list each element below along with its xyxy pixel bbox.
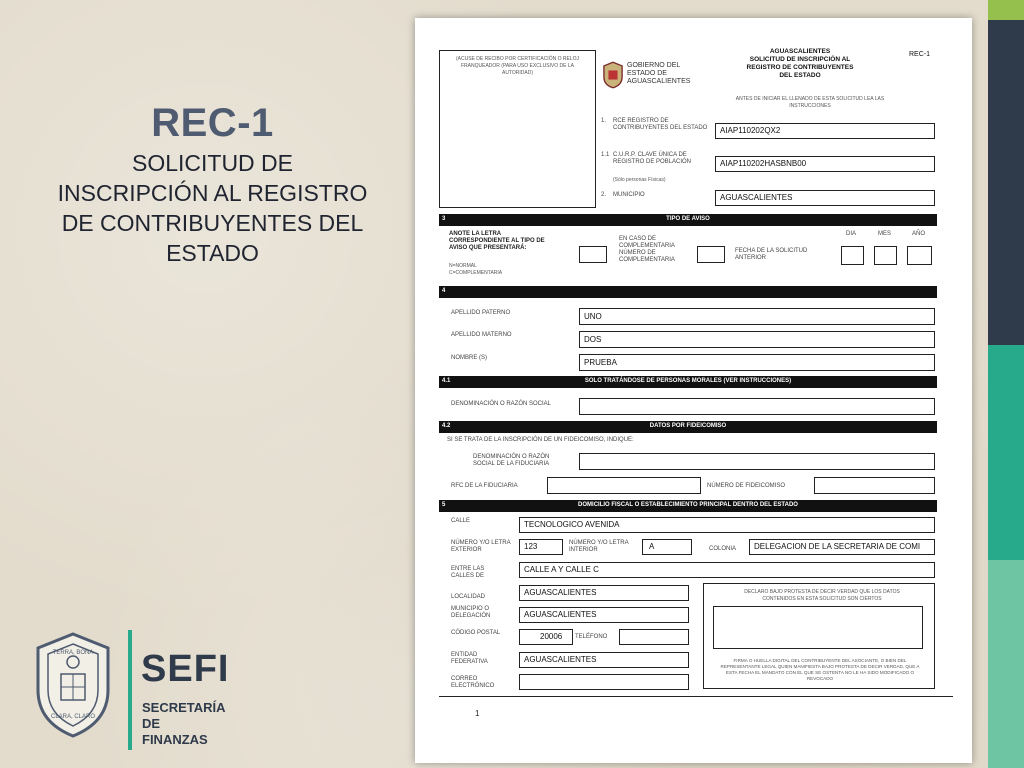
nombre-value: PRUEBA: [584, 358, 617, 367]
slide-subtitle-line-4: ESTADO: [166, 240, 259, 266]
section-42-title: DATOS POR FIDEICOMISO: [649, 423, 727, 429]
correo-field[interactable]: [519, 674, 689, 690]
page-bottom-rule: [439, 696, 953, 697]
fideicomiso-note: SI SE TRATA DE LA INSCRIPCIÓN DE UN FIDEICOMISO, INDIQUE:: [447, 437, 634, 443]
section-5-title: DOMICILIO FISCAL O ESTABLECIMIENTO PRINCIPAL DENTRO DEL ESTADO: [578, 502, 798, 508]
calle-value: TECNOLOGICO AVENIDA: [524, 520, 620, 529]
header-line-2: SOLICITUD DE INSCRIPCIÓN AL: [749, 56, 851, 63]
field-11-note: (Sólo personas Físicas): [613, 177, 666, 183]
slide-subtitle-line-2: INSCRIPCIÓN AL REGISTRO: [57, 180, 368, 206]
colonia-label: COLONIA: [709, 546, 737, 552]
seal-text-top: TERRA, BONA: [52, 650, 94, 656]
header-line-1: AGUASCALIENTES: [769, 48, 831, 55]
correo-label: CORREO ELECTRÓNICO: [451, 676, 495, 689]
sefi-brand: SEFI: [141, 648, 230, 690]
dia-field[interactable]: [841, 246, 864, 265]
nombre-label: NOMBRE (S): [451, 355, 487, 361]
mes-label: MES: [878, 231, 892, 237]
telefono-field[interactable]: [619, 629, 689, 645]
receipt-label: (ACUSE DE RECIBO POR CERTIFICACIÓN O RELOJ FRANQUEADOR (PARA USO EXCLUSIVO DE LA AUTORIDAD): [456, 56, 579, 76]
telefono-label: TELÉFONO: [575, 634, 608, 640]
header-line-3: REGISTRO DE CONTRIBUYENTES: [746, 64, 854, 71]
form-page: [415, 18, 972, 763]
sefi-sub-line-1: SECRETARÍA: [142, 700, 226, 715]
municipio-value: AGUASCALIENTES: [720, 193, 793, 202]
gov-name: [627, 62, 690, 86]
section-3-num: 3: [442, 216, 446, 222]
complementaria-field[interactable]: [697, 246, 725, 263]
municipio-delegacion-value: AGUASCALIENTES: [524, 610, 597, 619]
calle-label: CALLE: [451, 518, 471, 524]
num-fideicomiso-field[interactable]: [814, 477, 935, 494]
denominacion-label: DENOMINACIÓN O RAZÓN SOCIAL: [451, 401, 552, 407]
fiduciaria-label: DENOMINACIÓN O RAZÓN SOCIAL DE LA FIDUCIARIA: [473, 454, 550, 467]
accent-strip-dark: [988, 20, 1024, 345]
section-42-num: 4.2: [442, 423, 451, 429]
rfc-fiduciaria-label: RFC DE LA FIDUCIARIA: [451, 483, 518, 489]
sefi-subtitle: [142, 700, 228, 748]
denominacion-field[interactable]: [579, 398, 935, 415]
anio-label: AÑO: [912, 231, 926, 237]
field-11-label: C.U.R.P. CLAVE ÚNICA DE REGISTRO DE POBLACIÓN: [613, 152, 692, 165]
field-1-num: 1.: [601, 118, 607, 124]
section-41-bar: [439, 376, 937, 388]
localidad-value: AGUASCALIENTES: [524, 588, 597, 597]
sefi-logo: [28, 630, 228, 748]
section-41-num: 4.1: [442, 378, 451, 384]
apellido-paterno-label: APELLIDO PATERNO: [451, 310, 511, 316]
gov-seal-icon: [603, 58, 623, 92]
accent-strip-green: [988, 0, 1024, 20]
section-4-num: 4: [442, 288, 446, 294]
apellido-paterno-value: UNO: [584, 312, 602, 321]
num-ext-value: 123: [524, 542, 538, 551]
anio-field[interactable]: [907, 246, 932, 265]
num-fideicomiso-label: NÚMERO DE FIDEICOMISO: [707, 483, 786, 489]
entre-calles-label: ENTRE LAS CALLES DE: [451, 566, 485, 579]
complementaria-label: EN CASO DE COMPLEMENTARIA NÚMERO DE COMPLEMENTARIA: [619, 236, 675, 263]
entidad-value: AGUASCALIENTES: [524, 655, 597, 664]
gov-line-3: AGUASCALIENTES: [627, 78, 691, 85]
state-seal-icon: [28, 630, 118, 740]
sefi-sub-line-2: DE FINANZAS: [142, 716, 208, 747]
field-11-num: 1.1: [601, 152, 610, 158]
accent-strip-teal: [988, 345, 1024, 560]
rce-value: AIAP110202QX2: [720, 126, 781, 135]
signature-field[interactable]: [713, 606, 923, 649]
apellido-materno-label: APELLIDO MATERNO: [451, 332, 512, 338]
aviso-options: N=NORMAL C=COMPLEMENTARIA: [449, 263, 503, 276]
section-5-num: 5: [442, 502, 446, 508]
form-header: [725, 48, 875, 80]
dia-label: DIA: [846, 231, 857, 237]
apellido-materno-value: DOS: [584, 335, 602, 344]
rfc-fiduciaria-field[interactable]: [547, 477, 701, 494]
num-int-value: A: [649, 542, 655, 551]
field-2-label: MUNICIPIO: [613, 192, 645, 198]
gov-line-2: ESTADO DE: [627, 70, 667, 77]
aviso-type-field[interactable]: [579, 246, 607, 263]
logo-divider: [128, 630, 132, 750]
slide-code: REC-1: [151, 101, 274, 145]
instructions-note: ANTES DE INICIAR EL LLENADO DE ESTA SOLICITUD LEA LAS INSTRUCCIONES: [735, 96, 885, 109]
seal-text-bottom: CLARA, CLARO: [50, 714, 96, 720]
curp-value: AIAP110202HASBNB00: [720, 159, 807, 168]
fecha-anterior-label: FECHA DE LA SOLICITUD ANTERIOR: [735, 248, 808, 261]
mes-field[interactable]: [874, 246, 897, 265]
slide-title-block: [0, 100, 425, 268]
declaration-text: DECLARO BAJO PROTESTA DE DECIR VERDAD QUE LOS DATOS CONTENIDOS EN ESTA SOLICITUD SON CIERTOS: [744, 589, 900, 602]
entidad-label: ENTIDAD FEDERATIVA: [451, 652, 488, 665]
section-3-title: TIPO DE AVISO: [666, 216, 710, 222]
slide-subtitle-line-1: SOLICITUD DE: [131, 150, 294, 176]
localidad-label: LOCALIDAD: [451, 594, 486, 600]
section-4-bar: [439, 286, 937, 298]
section-41-title: SOLO TRATÁNDOSE DE PERSONAS MORALES (VER INSTRUCCIONES): [584, 378, 792, 384]
section-42-bar: [439, 421, 937, 433]
slide-subtitle-line-3: DE CONTRIBUYENTES DEL: [61, 210, 364, 236]
codigo-postal-label: CÓDIGO POSTAL: [451, 630, 501, 636]
field-2-num: 2.: [601, 192, 607, 198]
accent-strip-mint: [988, 560, 1024, 768]
section-5-bar: [439, 500, 937, 512]
num-ext-label: NÚMERO Y/O LETRA EXTERIOR: [451, 540, 511, 553]
gov-line-1: GOBIERNO DEL: [627, 62, 681, 69]
fiduciaria-field[interactable]: [579, 453, 935, 470]
page-number: 1: [475, 709, 480, 718]
signature-caption: FIRMA O HUELLA DIGITAL DEL CONTRIBUYENTE DEL ASOCIANTE, O BIEN DEL REPRESENTANTE LEGAL QUIEN MANIFIESTA BAJO PROTESTA DE DECIR VERDAD, QUE A ESTA FECHA EL MANDATO CON EL QUE SE OSTENTA NO LE HA SIDO MODIFICADO O REVOCADO: [720, 658, 920, 681]
municipio-delegacion-label: MUNICIPIO O DELEGACIÓN: [451, 606, 491, 619]
codigo-postal-value: 20006: [540, 632, 563, 641]
num-int-label: NÚMERO Y/O LETRA INTERIOR: [569, 540, 629, 553]
colonia-value: DELEGACION DE LA SECRETARIA DE COMI: [754, 542, 921, 551]
aviso-instruction: ANOTE LA LETRA CORRESPONDIENTE AL TIPO DE AVISO QUE PRESENTARÁ:: [449, 231, 545, 251]
form-code: REC-1: [909, 51, 931, 58]
entre-calles-value: CALLE A Y CALLE C: [524, 565, 599, 574]
field-1-label: RCE REGISTRO DE CONTRIBUYENTES DEL ESTADO: [613, 118, 708, 131]
header-line-4: DEL ESTADO: [779, 72, 821, 79]
section-3-bar: [439, 214, 937, 226]
